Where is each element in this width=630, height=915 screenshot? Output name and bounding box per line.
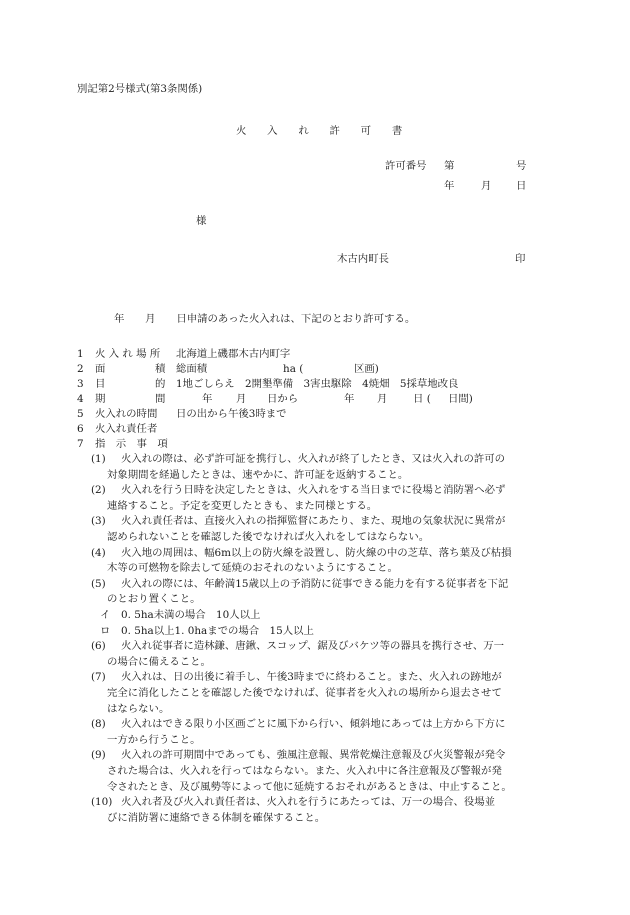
permit-number-dai: 第 — [444, 160, 455, 172]
sub-item-text: 0. 5ha以上1. 0haまでの場合 15人以上 — [121, 624, 314, 637]
instruction-line: 火入れ者及び火入れ責任者は、火入れを行うにあたっては、万一の場合、役場並 — [121, 796, 496, 809]
page-title: 火 入 れ 許 可 書 — [236, 125, 403, 137]
item-number: 5 — [77, 408, 84, 420]
item-label: 火入れ責任者 — [95, 423, 158, 435]
item-number: 4 — [77, 393, 84, 405]
item-label: 火 入 れ 場 所 — [95, 348, 161, 360]
period-days: 日間) — [448, 393, 473, 405]
instruction-number: (1) — [91, 453, 106, 465]
item-number: 6 — [77, 423, 84, 435]
area-sections: 区画) — [354, 363, 379, 375]
instruction-number: (9) — [91, 749, 106, 762]
instruction-line: はならない。 — [107, 702, 170, 715]
permit-number-label: 許可番号 — [385, 160, 427, 172]
date-month: 月 — [481, 180, 492, 192]
period-year-from: 年 — [202, 393, 213, 405]
item-value: 総面積 — [176, 363, 208, 375]
item-label: 目 — [95, 378, 106, 390]
period-year-to: 年 — [344, 393, 355, 405]
instruction-line: 火入地の周囲は、幅6m以上の防火線を設置し、防火線の中の芝草、落ち葉及び枯損 — [121, 546, 512, 559]
area-ha: ha ( — [283, 363, 304, 375]
instruction-number: (6) — [91, 640, 106, 653]
date-day: 日 — [516, 180, 527, 192]
instruction-number: (7) — [91, 671, 106, 684]
instruction-line: のとおり置くこと。 — [107, 593, 201, 606]
seal-mark: 印 — [515, 253, 526, 265]
item-value: 日の出から午後3時まで — [176, 408, 287, 420]
item-value: 北海道上磯郡木古内町字 — [176, 348, 291, 360]
addressee-sama: 様 — [196, 215, 207, 227]
sub-item-mark: ロ — [100, 624, 111, 637]
instruction-line: 令されたとき、及び風勢等によって他に延焼するおそれがあるときは、中止すること。 — [107, 780, 512, 793]
item-label: 面 — [95, 363, 106, 375]
instruction-number: (4) — [91, 546, 106, 559]
period-month-to: 月 — [377, 393, 388, 405]
date-year: 年 — [444, 180, 455, 192]
instruction-line: 対象期間を経過したときは、速やかに、許可証を返納すること。 — [107, 468, 409, 481]
instruction-number: (5) — [91, 577, 106, 590]
period-day-from: 日から — [267, 393, 299, 405]
item-number: 7 — [77, 438, 84, 450]
instruction-line: 火入れの際は、必ず許可証を携行し、火入れが終了したとき、又は火入れの許可の — [121, 453, 506, 465]
instruction-line: 一方から行うこと。 — [107, 733, 201, 746]
item-label-end: 積 — [155, 363, 166, 375]
instruction-number: (10) — [91, 796, 113, 809]
instruction-line: 木等の可燃物を除去して延焼のおそれのないようにすること。 — [107, 562, 398, 575]
item-number: 1 — [77, 348, 84, 360]
instruction-line: 火入れは、日の出後に着手し、午後3時までに終わること。また、火入れの跡地が — [121, 671, 502, 684]
item-label-end: 間 — [155, 393, 166, 405]
item-value: 1地ごしらえ 2開墾準備 3害虫駆除 4焼畑 5採草地改良 — [176, 378, 459, 390]
form-label: 別記第2号様式(第3条関係) — [77, 83, 203, 95]
instruction-number: (2) — [91, 484, 106, 497]
item-label-end: 的 — [155, 378, 166, 390]
instruction-line: 火入れの許可期間中であっても、強風注意報、異常乾燥注意報及び火災警報が発令 — [121, 749, 506, 762]
permit-number-go: 号 — [516, 160, 527, 172]
period-day-to: 日 ( — [413, 393, 431, 405]
instruction-line: 完全に消化したことを確認した後でなければ、従事者を火入れの場所から退去させて — [107, 687, 502, 699]
item-label: 火入れの時間 — [95, 408, 158, 420]
instruction-line: 連絡すること。予定を変更したときも、また同様とする。 — [107, 499, 378, 512]
sub-item-text: 0. 5ha未満の場合 10人以上 — [121, 609, 261, 621]
instruction-line: 火入れ責任者は、直接火入れの指揮監督にあたり、また、現地の気象状況に異常が — [121, 515, 506, 528]
intro-statement: 年 月 日申請のあった火入れは、下記のとおり許可する。 — [114, 313, 416, 325]
item-number: 3 — [77, 378, 84, 390]
instruction-line: 火入れを行う日時を決定したときは、火入れをする当日までに役場と消防署へ必ず — [121, 484, 506, 497]
sub-item-mark: イ — [100, 609, 111, 621]
instruction-number: (8) — [91, 718, 106, 731]
instruction-line: 火入れ従事者に造林鎌、唐鍬、スコップ、鋸及びバケツ等の器具を携行させ、万一 — [121, 640, 504, 653]
instruction-line: の場合に備えること。 — [107, 655, 211, 668]
item-number: 2 — [77, 363, 84, 375]
instruction-line: 火入れの際には、年齢満15歳以上の予消防に従事できる能力を有する従事者を下記 — [121, 577, 509, 590]
instruction-line: 認められないことを確認した後でなければ火入れをしてはならない。 — [107, 531, 430, 543]
item-label: 期 — [95, 393, 106, 405]
instruction-line: 火入れはできる限り小区画ごとに風下から行い、傾斜地にあっては上方から下方に — [121, 718, 506, 731]
instruction-line: された場合は、火入れを行ってはならない。また、火入れ中に各注意報及び警報が発 — [107, 765, 502, 777]
issuer-name: 木古内町長 — [337, 253, 389, 265]
instruction-number: (3) — [91, 515, 106, 528]
period-month-from: 月 — [236, 393, 247, 405]
item-label: 指 示 事 項 — [95, 438, 168, 450]
instruction-line: びに消防署に連絡できる体制を確保すること。 — [107, 811, 326, 824]
